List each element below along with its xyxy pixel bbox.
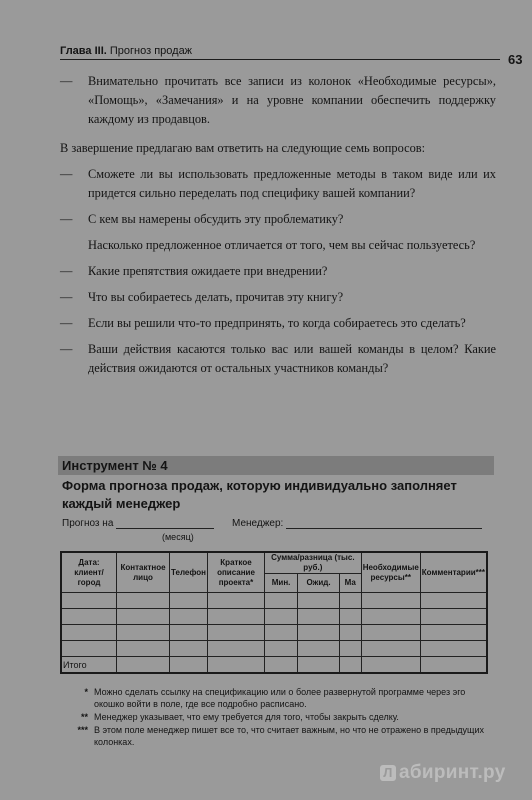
question-text: Какие препятствия ожидаете при внедрении? bbox=[88, 264, 328, 278]
question-text: Ваши действия касаются только вас или вашей команды в целом? Какие действия ожидаются от остальных участников команды? bbox=[88, 342, 496, 375]
labyrinth-logo-icon: Л bbox=[380, 765, 396, 781]
question-text: Если вы решили что-то предпринять, то когда собираетесь это сделать? bbox=[88, 316, 466, 330]
list-item bbox=[60, 288, 496, 307]
list-item bbox=[60, 72, 496, 129]
manager-field bbox=[232, 518, 482, 529]
tool-title: Форма прогноза продаж, которую индивидуально заполняет каждый менеджер bbox=[62, 478, 457, 511]
manager-label: Менеджер: bbox=[232, 518, 284, 529]
question-text: Сможете ли вы использовать предложенные методы в таком виде или их придется сильно переделать под специфику вашей компании? bbox=[88, 167, 496, 200]
footnote bbox=[60, 686, 490, 710]
footnote-text: В этом поле менеджер пишет все то, что считает важным, но что не отражено в предыдущих колонках. bbox=[94, 725, 484, 747]
table-total-row bbox=[61, 657, 487, 674]
list-item bbox=[60, 314, 496, 333]
dash-marker: — bbox=[60, 342, 73, 356]
chapter-label: Глава III. bbox=[60, 45, 107, 57]
total-label: Итого bbox=[61, 657, 117, 674]
header-sum: Сумма/разница (тыс. руб.) bbox=[264, 552, 361, 574]
question-text: Что вы собираетесь делать, прочитав эту книгу? bbox=[88, 290, 344, 304]
watermark bbox=[380, 762, 506, 784]
forecast-table bbox=[60, 551, 488, 674]
footnote bbox=[60, 711, 490, 723]
header-project: Краткое описание проекта* bbox=[207, 552, 264, 593]
footnote-mark: *** bbox=[77, 725, 88, 735]
table-row bbox=[61, 609, 487, 625]
running-header bbox=[60, 45, 500, 60]
dash-marker: — bbox=[60, 212, 73, 226]
chapter-title: Прогноз продаж bbox=[109, 45, 193, 57]
table-row bbox=[61, 625, 487, 641]
list-item bbox=[60, 210, 496, 229]
header-resources: Необходимые ресурсы** bbox=[361, 552, 420, 593]
footnote bbox=[60, 724, 490, 748]
bullet-text: Внимательно прочитать все записи из колонок «Необходимые ресурсы», «Помощь», «Замечания» и на уровне компании обеспечить поддержку каждому из продавцов. bbox=[88, 74, 496, 126]
intro-paragraph: В завершение предлагаю вам ответить на следующие семь вопросов: bbox=[60, 141, 426, 155]
list-item bbox=[60, 262, 496, 281]
dash-marker: — bbox=[60, 74, 73, 88]
footnote-mark: ** bbox=[80, 712, 88, 722]
footnotes bbox=[60, 686, 490, 749]
dash-marker: — bbox=[60, 167, 73, 181]
body-text bbox=[60, 72, 496, 385]
header-phone: Телефон bbox=[170, 552, 208, 593]
header-comments: Комментарии*** bbox=[420, 552, 487, 593]
header-date: Дата: клиент/ город bbox=[61, 552, 117, 593]
dash-marker: — bbox=[60, 316, 73, 330]
forecast-blank bbox=[116, 518, 214, 529]
manager-blank bbox=[286, 518, 482, 529]
question-followup: Насколько предложенное отличается от того, чем вы сейчас пользуетесь? bbox=[88, 238, 476, 252]
month-caption: (месяц) bbox=[162, 532, 194, 542]
table-row bbox=[61, 641, 487, 657]
question-text: С кем вы намерены обсудить эту проблематику? bbox=[88, 212, 344, 226]
forecast-label: Прогноз на bbox=[62, 518, 114, 529]
tool-label-bar: Инструмент № 4 bbox=[58, 456, 494, 475]
header-expected: Ожид. bbox=[298, 574, 340, 593]
header-min: Мин. bbox=[264, 574, 297, 593]
footnote-text: Менеджер указывает, что ему требуется для того, чтобы закрыть сделку. bbox=[94, 712, 399, 722]
page-number: 63 bbox=[508, 52, 523, 67]
header-contact: Контактное лицо bbox=[117, 552, 170, 593]
table-row bbox=[61, 593, 487, 609]
dash-marker: — bbox=[60, 290, 73, 304]
table-header-row bbox=[61, 552, 487, 574]
header-max: Ма bbox=[339, 574, 361, 593]
dash-marker: — bbox=[60, 264, 73, 278]
footnote-mark: * bbox=[84, 687, 88, 697]
footnote-text: Можно сделать ссылку на спецификацию или о более развернутой программе через эго окошко войти в поле, где все подробно расписано. bbox=[94, 687, 466, 709]
list-item bbox=[60, 165, 496, 203]
watermark-text: абиринт.ру bbox=[399, 762, 506, 783]
list-item bbox=[60, 340, 496, 378]
forecast-field bbox=[62, 518, 214, 529]
